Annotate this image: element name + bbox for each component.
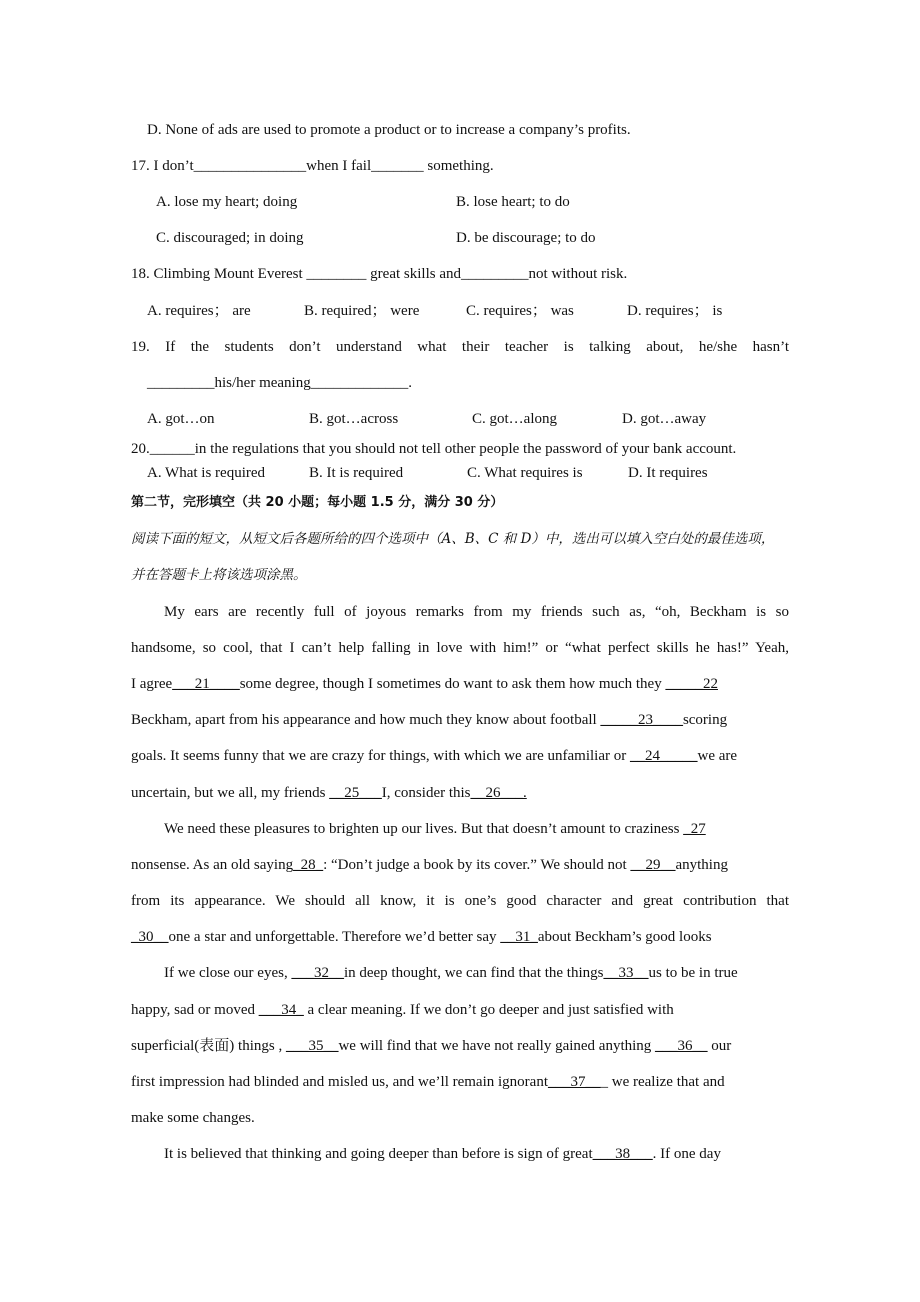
- q17-text-1: 17. I don’t: [131, 158, 194, 174]
- blank-34: ___34_: [258, 1002, 304, 1018]
- passage-p2-line-2: [131, 855, 728, 875]
- q18-stem: [131, 264, 627, 284]
- blank-32: ___32__: [291, 965, 344, 981]
- blank-21: ___21____: [172, 676, 240, 692]
- q17-option-c: C. discouraged; in doing: [156, 230, 304, 246]
- blank-35: ___35__: [285, 1038, 339, 1054]
- p1-text-h: I, consider this: [381, 785, 471, 801]
- p4-text-a: It is believed that thinking and going deeper than before is sign of great: [164, 1146, 593, 1162]
- p2-text-d: anything: [675, 857, 728, 873]
- blank-36: ___36__: [655, 1038, 708, 1054]
- blank-23: _____23____: [600, 712, 683, 728]
- q17-text-2: when I fail: [306, 158, 372, 174]
- q18-blank-1: ________: [306, 266, 367, 282]
- p3-text-b: in deep thought, we can find that the things: [343, 965, 604, 981]
- q19-option-d: D. got…away: [622, 411, 707, 427]
- passage-p1-line-2: handsome, so cool, that I can’t help falling in love with him!” or “what perfect skills he has!” Yeah,: [131, 640, 789, 656]
- passage-p3-line-1: [164, 963, 738, 983]
- passage-p2-line-1: [164, 819, 706, 839]
- p2-text-b: nonsense. As an old saying: [131, 857, 294, 873]
- q20-text-1: 20.: [131, 441, 150, 457]
- p1-text-a: I agree: [131, 676, 173, 692]
- p2-text-f: about Beckham’s good looks: [537, 929, 712, 945]
- blank-37: ___37__: [548, 1074, 601, 1090]
- q17-blank-1: _______________: [193, 158, 307, 174]
- q19-blank-1: _________: [147, 375, 215, 391]
- q19-text-3: .: [408, 375, 412, 391]
- section-instruction-line-2: 并在答题卡上将该选项涂黑。: [131, 567, 307, 583]
- p1-text-d: scoring: [682, 712, 728, 728]
- p3-text-e: a clear meaning. If we don’t go deeper and just satisfied with: [303, 1002, 674, 1018]
- q18-option-b: B. required； were: [304, 303, 420, 319]
- q18-text-1: 18. Climbing Mount Everest: [131, 266, 307, 282]
- q18-option-a: A. requires； are: [147, 303, 251, 319]
- p1-text-f: we are: [697, 748, 738, 764]
- q19-blank-2: _____________: [310, 375, 409, 391]
- q20-stem: [131, 439, 736, 459]
- p1-text-g: uncertain, but we all, my friends: [131, 785, 330, 801]
- p1-text-e: goals. It seems funny that we are crazy for things, with which we are unfamiliar or: [131, 748, 630, 764]
- q19-option-a: A. got…on: [147, 411, 215, 427]
- blank-22: _____22: [665, 676, 718, 692]
- q17-option-b: B. lose heart; to do: [456, 194, 570, 210]
- q18-text-3: not without risk.: [528, 266, 628, 282]
- passage-p1-line-5: [131, 746, 737, 766]
- q18-text-2: great skills and: [366, 266, 461, 282]
- section-instruction-line-1: 阅读下面的短文，从短文后各题所给的四个选项中（A、B、C 和 D）中，选出可以填入空白处的最佳选项，: [131, 531, 775, 547]
- blank-26: __26___.: [470, 785, 527, 801]
- blank-28: _28_: [293, 857, 324, 873]
- passage-p3-line-2: [131, 1000, 674, 1020]
- q16-option-d: D. None of ads are used to promote a product or to increase a company’s profits.: [147, 122, 631, 138]
- blank-27: _27: [683, 821, 706, 837]
- p3-text-j: _ we realize that and: [600, 1074, 725, 1090]
- passage-p2-line-4: [131, 927, 712, 947]
- p2-text-c: : “Don’t judge a book by its cover.” We should not: [323, 857, 631, 873]
- q20-option-c: C. What requires is: [467, 465, 583, 481]
- q17-option-a: A. lose my heart; doing: [156, 194, 298, 210]
- passage-p2-line-3: from its appearance. We should all know, it is one’s good character and great contribution that: [131, 893, 789, 909]
- blank-30: _30__: [131, 929, 169, 945]
- blank-33: __33__: [603, 965, 649, 981]
- p3-text-h: our: [707, 1038, 732, 1054]
- q17-stem: [131, 156, 494, 176]
- blank-29: __29__: [630, 857, 676, 873]
- q19-option-b: B. got…across: [309, 411, 399, 427]
- passage-p1-line-1: My ears are recently full of joyous remarks from my friends such as, “oh, Beckham is so: [164, 604, 789, 620]
- q18-option-d: D. requires； is: [627, 303, 723, 319]
- passage-p1-line-3: [131, 674, 718, 694]
- p3-text-i: first impression had blinded and misled us, and we’ll remain ignorant: [131, 1074, 548, 1090]
- q19-option-c: C. got…along: [472, 411, 557, 427]
- q17-blank-2: _______: [371, 158, 424, 174]
- p4-text-b: . If one day: [652, 1146, 721, 1162]
- q20-option-a: A. What is required: [147, 465, 266, 481]
- passage-p1-line-4: [131, 710, 727, 730]
- q20-option-d: D. It requires: [628, 465, 708, 481]
- q18-option-c: C. requires； was: [466, 303, 574, 319]
- q20-option-b: B. It is required: [309, 465, 404, 481]
- q19-text-2: his/her meaning: [214, 375, 311, 391]
- q20-text-2: in the regulations that you should not tell other people the password of your bank account.: [194, 441, 737, 457]
- blank-25: __25___: [329, 785, 382, 801]
- passage-p3-line-4: [131, 1072, 725, 1092]
- p3-text-d: happy, sad or moved: [131, 1002, 259, 1018]
- q19-stem-line-2: [147, 373, 412, 393]
- p3-text-c: us to be in true: [648, 965, 738, 981]
- q19-stem-line-1: 19. If the students don’t understand what their teacher is talking about, he/she hasn’t: [131, 339, 789, 355]
- q17-option-d: D. be discourage; to do: [456, 230, 596, 246]
- q18-blank-2: _________: [461, 266, 529, 282]
- p1-text-b: some degree, though I sometimes do want to ask them how much they: [239, 676, 666, 692]
- passage-p3-line-3: [131, 1036, 731, 1056]
- passage-p1-line-6: [131, 783, 527, 803]
- blank-24: __24_____: [630, 748, 698, 764]
- q20-blank-1: ______: [149, 441, 195, 457]
- section-heading: 第二节，完形填空（共 20 小题；每小题 1.5 分，满分 30 分）: [131, 495, 504, 510]
- blank-31: __31_: [500, 929, 538, 945]
- passage-p4-line-1: [164, 1144, 721, 1164]
- p2-text-e: one a star and unforgettable. Therefore we’d better say: [168, 929, 501, 945]
- q17-text-3: something.: [423, 158, 494, 174]
- p3-text-f: superficial(表面) things ,: [131, 1038, 286, 1054]
- p3-text-g: we will find that we have not really gained anything: [338, 1038, 656, 1054]
- p3-text-a: If we close our eyes,: [164, 965, 292, 981]
- p2-text-a: We need these pleasures to brighten up our lives. But that doesn’t amount to craziness: [164, 821, 684, 837]
- blank-38: ___38___: [592, 1146, 653, 1162]
- passage-p3-line-5: make some changes.: [131, 1110, 255, 1126]
- p1-text-c: Beckham, apart from his appearance and how much they know about football: [131, 712, 601, 728]
